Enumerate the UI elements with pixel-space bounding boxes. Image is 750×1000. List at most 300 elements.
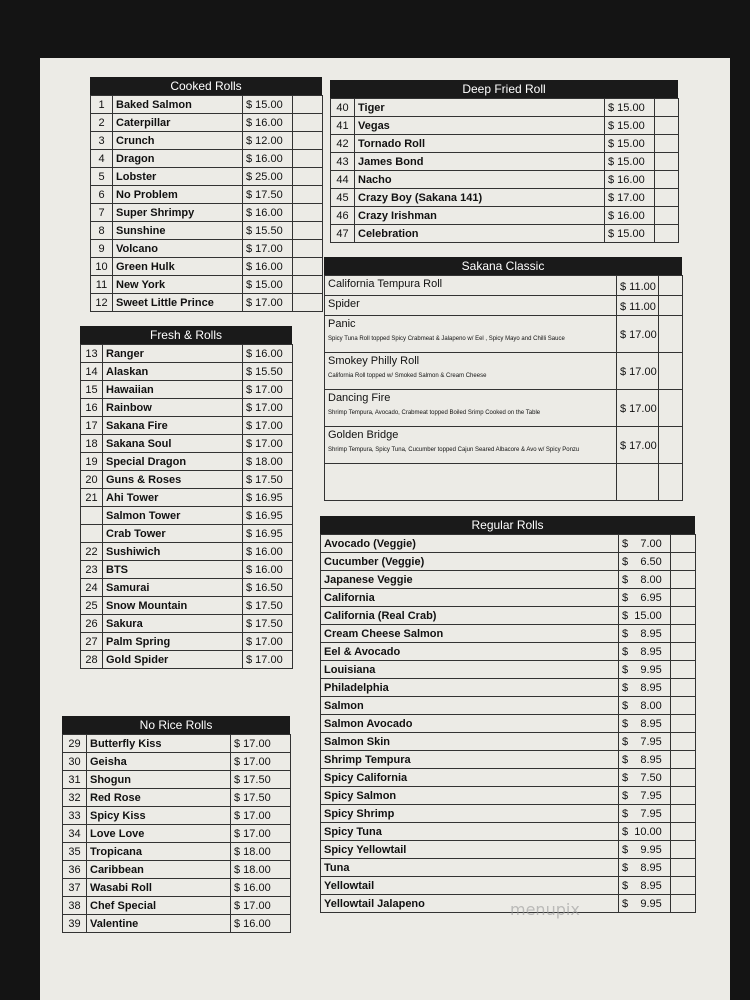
menu-item-row [91,294,323,312]
empty-cell [293,168,323,186]
menu-item-row [81,363,293,381]
item-number: 15 [81,381,103,399]
item-number: 26 [81,615,103,633]
item-name: Sakana Soul [103,435,243,453]
item-price: $ 15.00 [605,225,655,243]
item-name: Japanese Veggie [321,571,619,589]
item-price: $ 15.00 [619,607,671,625]
empty-cell [293,96,323,114]
item-price: $ 17.00 [231,897,291,915]
item-price: $ 17.00 [243,381,293,399]
menu-item-row [91,96,323,114]
item-number: 21 [81,489,103,507]
item-name: Dragon [113,150,243,168]
item-name: Panic [328,318,356,330]
item-price: $ 9.95 [619,661,671,679]
item-name: Gold Spider [103,651,243,669]
item-price: $ 17.50 [243,597,293,615]
item-number: 7 [91,204,113,222]
item-name: Ranger [103,345,243,363]
item-number: 41 [331,117,355,135]
menu-item-row [321,859,696,877]
item-price: $ 17.00 [243,399,293,417]
menu-item-row [321,607,696,625]
item-name: California [321,589,619,607]
item-name: Tuna [321,859,619,877]
menu-item-row [81,453,293,471]
empty-cell [293,150,323,168]
item-name: Hawaiian [103,381,243,399]
item-number: 16 [81,399,103,417]
item-price: $ 7.50 [619,769,671,787]
empty-cell [671,679,696,697]
item-name: Chef Special [87,897,231,915]
item-name-cell [325,390,617,427]
empty-cell [671,733,696,751]
item-price: $ 16.95 [243,525,293,543]
item-price: $ 12.00 [243,132,293,150]
item-price: $ 8.95 [619,715,671,733]
item-number: 43 [331,153,355,171]
item-name: Cucumber (Veggie) [321,553,619,571]
menu-item-row [325,427,683,464]
menu-item-row [91,222,323,240]
item-name: Salmon Skin [321,733,619,751]
menu-item-row [81,345,293,363]
item-price: $ 17.00 [231,825,291,843]
menu-item-row [81,507,293,525]
item-number: 4 [91,150,113,168]
item-price: $ 8.95 [619,625,671,643]
item-number: 25 [81,597,103,615]
item-name: Spicy California [321,769,619,787]
empty-cell [671,823,696,841]
item-price: $ 10.00 [619,823,671,841]
item-name: Smokey Philly Roll [328,355,420,367]
item-name: Tiger [355,99,605,117]
item-price: $ 8.95 [619,679,671,697]
empty-cell [293,294,323,312]
menu-item-row [321,571,696,589]
item-name: Shrimp Tempura [321,751,619,769]
item-number: 14 [81,363,103,381]
fresh-rolls-section [80,326,292,669]
item-price: $ 18.00 [231,861,291,879]
item-name: Crazy Boy (Sakana 141) [355,189,605,207]
item-name-cell [325,276,617,296]
item-number: 19 [81,453,103,471]
empty-cell [671,859,696,877]
item-number: 42 [331,135,355,153]
empty-cell [655,117,679,135]
item-name: Alaskan [103,363,243,381]
item-price: $ 7.95 [619,733,671,751]
empty-cell [671,607,696,625]
menu-item-row [91,258,323,276]
menu-item-row [321,823,696,841]
item-name: Golden Bridge [328,429,399,441]
item-number: 28 [81,651,103,669]
item-number: 38 [63,897,87,915]
empty-cell [659,353,683,390]
menu-item-row [81,597,293,615]
item-name: Palm Spring [103,633,243,651]
item-price: $ 16.00 [605,207,655,225]
item-name: Cream Cheese Salmon [321,625,619,643]
item-price: $ 15.00 [243,96,293,114]
item-name: Spicy Tuna [321,823,619,841]
item-price: $ 7.95 [619,805,671,823]
empty-cell [655,135,679,153]
item-name: Butterfly Kiss [87,735,231,753]
item-name: Caterpillar [113,114,243,132]
item-name: Love Love [87,825,231,843]
item-name: Spicy Yellowtail [321,841,619,859]
menu-item-row [81,381,293,399]
item-price: $ 6.95 [619,589,671,607]
item-price: $ 17.00 [605,189,655,207]
item-price: $ 25.00 [243,168,293,186]
item-name: Volcano [113,240,243,258]
menu-item-row [321,643,696,661]
item-name: Sunshine [113,222,243,240]
menu-item-row [63,807,291,825]
item-price: $ 16.00 [243,204,293,222]
empty-cell [655,99,679,117]
empty-cell [671,535,696,553]
item-number: 31 [63,771,87,789]
item-price: $ 16.00 [243,345,293,363]
item-name: Lobster [113,168,243,186]
item-number: 32 [63,789,87,807]
menu-item-row [321,535,696,553]
item-price: $ 18.00 [243,453,293,471]
item-price: $ 16.00 [243,543,293,561]
menu-item-row [81,525,293,543]
menu-item-row [321,733,696,751]
empty-cell [659,427,683,464]
item-number: 9 [91,240,113,258]
item-name: Sakana Fire [103,417,243,435]
menu-item-row [91,150,323,168]
item-name: New York [113,276,243,294]
item-number: 12 [91,294,113,312]
item-price: $ 16.00 [243,114,293,132]
item-name: Tropicana [87,843,231,861]
menu-item-row [63,843,291,861]
item-price: $ 15.50 [243,363,293,381]
item-number: 6 [91,186,113,204]
empty-cell [671,841,696,859]
item-number: 1 [91,96,113,114]
empty-cell [671,571,696,589]
item-price: $ 17.00 [231,735,291,753]
menu-item-row [321,787,696,805]
item-price: $ 16.00 [231,879,291,897]
item-price: $ 17.00 [617,316,659,353]
menu-item-row [81,561,293,579]
item-price: $ 16.95 [243,507,293,525]
menu-item-row [63,789,291,807]
item-name: Crab Tower [103,525,243,543]
menu-item-row [331,171,679,189]
empty-cell [655,225,679,243]
item-name: Crazy Irishman [355,207,605,225]
item-name: Yellowtail Jalapeno [321,895,619,913]
item-name: Valentine [87,915,231,933]
item-price: $ 17.50 [231,771,291,789]
item-description: Shrimp Tempura, Avocado, Crabmeat topped Boiled Srimp Cooked on the Table [328,410,541,416]
item-price: $ 17.00 [617,427,659,464]
empty-cell [293,186,323,204]
menu-item-row [331,99,679,117]
item-description: Shrimp Tempura, Spicy Tuna, Cucumber topped Cajun Seared Albacore & Avo w/ Spicy Ponzu [328,447,580,453]
item-price: $ 18.00 [231,843,291,861]
item-name: Louisiana [321,661,619,679]
menu-item-row [63,753,291,771]
empty-cell [671,625,696,643]
menu-item-row [325,353,683,390]
menu-item-row [91,132,323,150]
item-name: Celebration [355,225,605,243]
item-price: $ 16.95 [243,489,293,507]
item-name: Sushiwich [103,543,243,561]
item-description: Spicy Tuna Roll topped Spicy Crabmeat & Jalapeno w/ Eel , Spicy Mayo and Chilli Sauce [328,336,565,342]
item-name: Spicy Salmon [321,787,619,805]
menu-item-row [81,579,293,597]
item-number: 29 [63,735,87,753]
menu-item-row [63,915,291,933]
item-number [81,525,103,543]
menu-item-row [91,168,323,186]
item-number: 18 [81,435,103,453]
item-price: $ 15.00 [605,99,655,117]
item-name: Spicy Kiss [87,807,231,825]
item-number: 34 [63,825,87,843]
item-name-cell [325,296,617,316]
item-price: $ 17.00 [243,435,293,453]
empty-cell [655,171,679,189]
item-name: California Tempura Roll [328,278,443,290]
item-name: Salmon Avocado [321,715,619,733]
item-name: Yellowtail [321,877,619,895]
item-number: 13 [81,345,103,363]
menu-item-row [321,589,696,607]
menu-item-row [321,715,696,733]
item-number: 33 [63,807,87,825]
item-number: 40 [331,99,355,117]
item-price: $ 11.00 [617,296,659,316]
menu-item-row [91,204,323,222]
section-header: Fresh & Rolls [80,326,292,344]
item-name-cell [325,353,617,390]
menu-item-row [81,543,293,561]
item-price: $ 17.00 [243,240,293,258]
empty-cell [671,805,696,823]
empty-cell [671,769,696,787]
item-price: $ 15.50 [243,222,293,240]
empty-cell [655,189,679,207]
item-price: $ 16.50 [243,579,293,597]
cooked-rolls-table [90,95,323,312]
item-name: Tornado Roll [355,135,605,153]
menu-item-row [321,805,696,823]
item-price: $ 17.00 [243,417,293,435]
item-price: $ 15.00 [605,117,655,135]
item-number: 39 [63,915,87,933]
item-number: 3 [91,132,113,150]
item-name: Super Shrimpy [113,204,243,222]
item-price: $ 16.00 [243,150,293,168]
item-number: 36 [63,861,87,879]
item-price: $ 15.00 [605,153,655,171]
no-rice-rolls-table [62,734,291,933]
empty-cell [659,390,683,427]
menu-item-row [321,895,696,913]
item-name: Vegas [355,117,605,135]
item-number: 47 [331,225,355,243]
item-price: $ 8.95 [619,751,671,769]
empty-cell [659,464,683,501]
item-name: Dancing Fire [328,392,391,404]
item-name: Avocado (Veggie) [321,535,619,553]
item-number: 20 [81,471,103,489]
item-price: $ 6.50 [619,553,671,571]
item-price: $ 17.00 [617,390,659,427]
item-number: 35 [63,843,87,861]
item-price: $ 8.00 [619,571,671,589]
item-number: 27 [81,633,103,651]
empty-cell [293,222,323,240]
menu-item-row [91,276,323,294]
menu-item-row [81,435,293,453]
item-price: $ 11.00 [617,276,659,296]
item-price: $ 8.00 [619,697,671,715]
item-number: 17 [81,417,103,435]
empty-cell [671,877,696,895]
menu-item-row [81,417,293,435]
deep-fried-table [330,98,679,243]
menu-item-row [331,189,679,207]
menu-item-row [81,651,293,669]
menu-item-row [91,186,323,204]
item-price: $ 9.95 [619,841,671,859]
item-number: 23 [81,561,103,579]
item-number: 2 [91,114,113,132]
menu-item-row [331,153,679,171]
item-price: $ 8.95 [619,877,671,895]
empty-cell [659,316,683,353]
item-name: Salmon [321,697,619,715]
menu-item-row [63,771,291,789]
menu-item-row [321,697,696,715]
empty-cell [671,715,696,733]
item-name: Geisha [87,753,231,771]
item-name: Special Dragon [103,453,243,471]
regular-rolls-section [320,516,695,913]
item-price: $ 15.00 [605,135,655,153]
empty-cell [671,751,696,769]
menu-item-row [91,240,323,258]
item-name: Sweet Little Prince [113,294,243,312]
item-number: 24 [81,579,103,597]
menu-item-row [321,625,696,643]
item-name: Ahi Tower [103,489,243,507]
item-name: Wasabi Roll [87,879,231,897]
item-number: 22 [81,543,103,561]
section-header: Cooked Rolls [90,77,322,95]
menu-item-row [331,225,679,243]
empty-cell [671,553,696,571]
empty-cell [671,643,696,661]
item-price: $ 16.00 [231,915,291,933]
item-price: $ 17.00 [231,753,291,771]
item-price: $ 17.50 [231,789,291,807]
cooked-rolls-section [90,77,322,312]
item-name: Spicy Shrimp [321,805,619,823]
item-name: James Bond [355,153,605,171]
regular-rolls-table [320,534,696,913]
empty-cell [293,276,323,294]
item-price: $ 17.00 [243,633,293,651]
item-price: $ 17.00 [243,294,293,312]
empty-cell [293,132,323,150]
menu-item-row [321,553,696,571]
menu-item-row [321,661,696,679]
item-number: 5 [91,168,113,186]
item-name: Nacho [355,171,605,189]
empty-cell [671,787,696,805]
item-name: Snow Mountain [103,597,243,615]
sakana-classic-section [324,257,682,501]
empty-cell [293,114,323,132]
item-price: $ 7.00 [619,535,671,553]
item-price: $ 7.95 [619,787,671,805]
item-number: 11 [91,276,113,294]
menu-item-row [63,735,291,753]
item-price: $ 8.95 [619,859,671,877]
item-number: 8 [91,222,113,240]
empty-cell [293,240,323,258]
menu-item-row [81,471,293,489]
item-price: $ 15.00 [243,276,293,294]
fresh-rolls-table [80,344,293,669]
menu-item-row [325,276,683,296]
menu-item-row [63,879,291,897]
empty-cell [655,153,679,171]
menu-item-row [321,751,696,769]
item-price: $ 9.95 [619,895,671,913]
item-name: Baked Salmon [113,96,243,114]
menu-item-row [325,316,683,353]
item-name: Crunch [113,132,243,150]
item-name: BTS [103,561,243,579]
item-name: Philadelphia [321,679,619,697]
item-name: Shogun [87,771,231,789]
menu-item-row [321,841,696,859]
menu-item-row [331,117,679,135]
item-description: California Roll topped w/ Smoked Salmon & Cream Cheese [328,373,487,379]
deep-fried-section [330,80,678,243]
item-number: 37 [63,879,87,897]
menu-item-row [321,769,696,787]
menu-item-row [63,861,291,879]
menu-item-row [321,877,696,895]
item-price: $ 16.00 [243,561,293,579]
empty-cell [671,589,696,607]
item-name: Spider [328,298,360,310]
menu-item-row [63,897,291,915]
